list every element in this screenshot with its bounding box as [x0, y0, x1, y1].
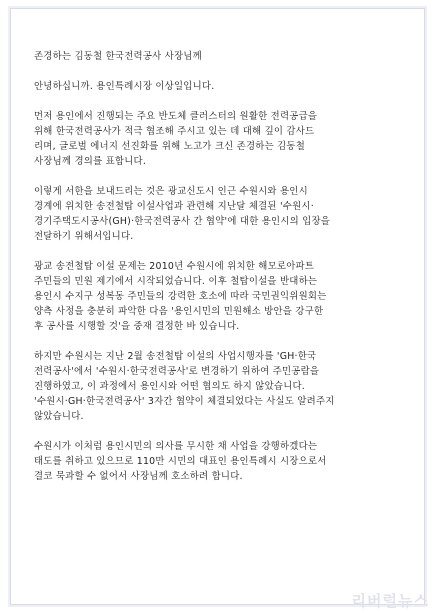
- paragraph-line: 하지만 수원시는 지난 2월 송전철탑 이설의 사업시행자를 'GH·한국: [34, 351, 317, 362]
- paragraph-line: 경기주택도시공사(GH)·한국전력공사 간 협약'에 대한 용인시의 입장을: [34, 216, 331, 227]
- paragraph-line: '수원시·GH·한국전력공사' 3자간 협약이 체결되었다는 사실도 알려주지: [34, 396, 335, 407]
- paragraph-line: 전력공사'에서 '수원시·한국전력공사'로 변경하기 위하여 주민공람을: [34, 366, 320, 377]
- paragraph-line: 광교 송전철탑 이설 문제는 2010년 수원시에 위치한 해모로아파트: [34, 261, 315, 272]
- paragraph-line: 용인시 수지구 성복동 주민들의 강력한 호소에 따라 국민권익위원회는: [34, 291, 327, 302]
- paragraph-line: 수원시가 이처럼 용인시민의 의사를 무시한 채 사업을 강행하겠다는: [34, 441, 318, 452]
- paragraph-line: 않았습니다.: [34, 411, 84, 422]
- paragraph-line: 양측 사정을 충분히 파악한 다음 '용인시민의 민원해소 방안을 강구한: [34, 306, 324, 317]
- paragraph-line: 태도를 취하고 있으므로 110만 시민의 대표인 용인특례시 시장으로서: [34, 456, 327, 467]
- paragraph-line: 경계에 위치한 송전철탑 이설사업과 관련해 지난달 체결된 '수원시·: [34, 201, 314, 212]
- paragraph-line: 주민들의 민원 제기에서 시작되었습니다. 이후 철탑이설을 반대하는: [34, 276, 318, 287]
- blank-line: [34, 334, 406, 349]
- blank-line: [34, 94, 406, 109]
- paragraph-line: 위해 한국전력공사가 적극 협조해 주시고 있는 데 대해 깊이 감사드: [34, 126, 315, 137]
- paragraph-line: 진행하였고, 이 과정에서 용인시와 어떤 협의도 하지 않았습니다.: [34, 381, 306, 392]
- paragraph-line: 전달하기 위해서입니다.: [34, 231, 134, 242]
- paragraph-line: 사장님께 경의를 표합니다.: [34, 156, 147, 167]
- paragraph-line: 후 공사를 시행할 것'을 중재 결정한 바 있습니다.: [34, 321, 240, 332]
- greeting: 안녕하십니까. 용인특례시장 이상일입니다.: [34, 81, 215, 92]
- salutation: 존경하는 김동철 한국전력공사 사장님께: [34, 51, 202, 62]
- paragraph-line: 리며, 글로벌 에너지 선진화를 위해 노고가 크신 존경하는 김동철: [34, 141, 306, 152]
- paragraph-line: 결코 묵과할 수 없어서 사장님께 호소하려 합니다.: [34, 471, 243, 482]
- paragraph-line: 먼저 용인에서 진행되는 주요 반도체 클러스터의 원활한 전력공급을: [34, 111, 318, 122]
- blank-line: [34, 169, 406, 184]
- letter-body: [34, 49, 406, 484]
- blank-line: [34, 64, 406, 79]
- blank-line: [34, 244, 406, 259]
- paragraph-line: 이렇게 서한을 보내드리는 것은 광교신도시 인근 수원시와 용인시: [34, 186, 308, 197]
- watermark-logo: 리버럴뉴스: [351, 592, 429, 610]
- blank-line: [34, 424, 406, 439]
